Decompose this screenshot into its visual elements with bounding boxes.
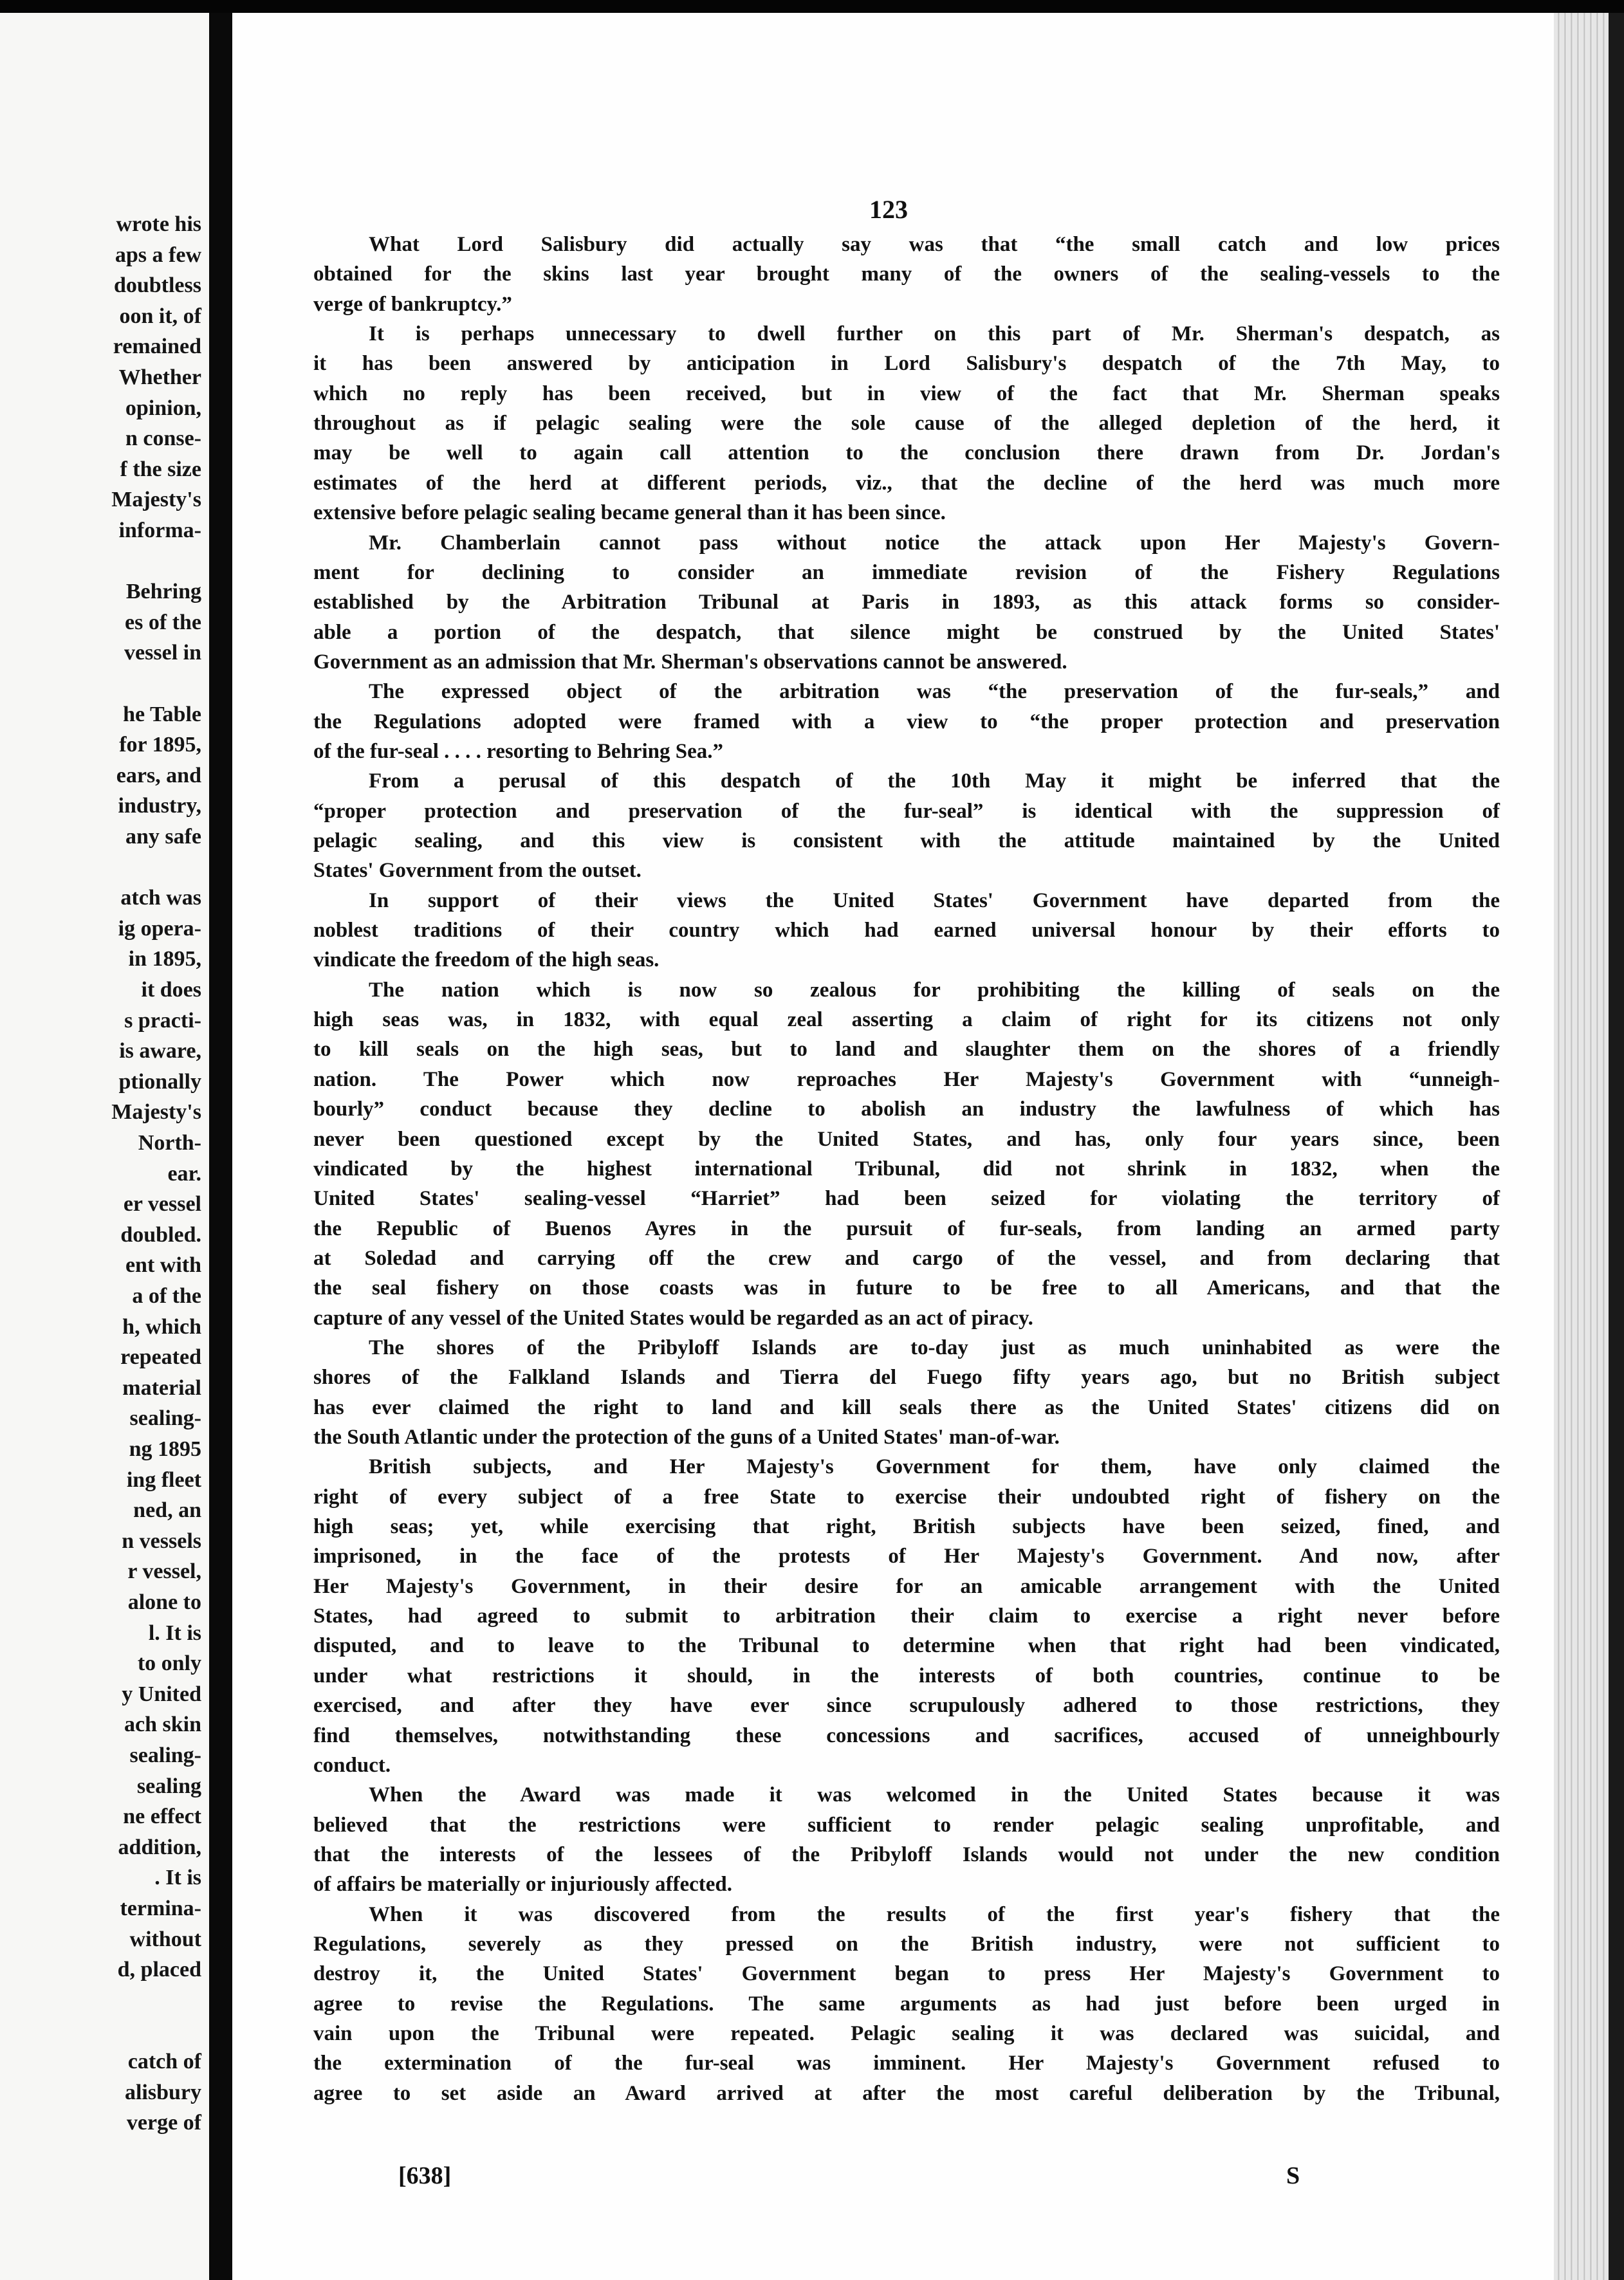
text-line: the South Atlantic under the protection of the guns of a United States' man-of-war. xyxy=(313,1426,1060,1449)
facing-page-line: he Table xyxy=(123,702,201,726)
facing-page-line: termina- xyxy=(120,1897,201,1920)
text-line: capture of any vessel of the United States would be regarded as an act of piracy. xyxy=(313,1306,1033,1330)
facing-page-line: vessel in xyxy=(124,641,201,665)
text-line: at Soledad and carrying off the crew and cargo of the vessel, and from declaring that xyxy=(313,1246,1500,1270)
facing-page-line: d, placed xyxy=(117,1958,201,1982)
facing-page-line: material xyxy=(122,1375,201,1400)
facing-page-line: alone to xyxy=(127,1590,201,1614)
facing-page-line: n vessels xyxy=(122,1529,201,1553)
text-line: Regulations, severely as they pressed on the British industry, were not sufficient to xyxy=(313,1932,1500,1956)
text-line: to kill seals on the high seas, but to land and slaughter them on the shores of a friendly xyxy=(313,1038,1500,1062)
text-line: The shores of the Pribyloff Islands are to-day just as much uninhabited as were the xyxy=(369,1336,1500,1359)
text-line: find themselves, notwithstanding these concessions and sacrifices, accused of unneighbourly xyxy=(313,1724,1500,1747)
text-line: bourly” conduct because they decline to abolish an industry the lawfulness of which has xyxy=(313,1098,1500,1121)
text-line: may be well to again call attention to the conclusion there drawn from Dr. Jordan's xyxy=(313,441,1500,465)
text-line: When it was discovered from the results of the first year's fishery that the xyxy=(369,1902,1500,1926)
facing-page-line: to only xyxy=(137,1651,201,1676)
document-page xyxy=(232,13,1554,2280)
text-line: Government as an admission that Mr. Sherman's observations cannot be answered. xyxy=(313,650,1067,674)
text-line: right of every subject of a free State to exercise their undoubted right of fishery on the xyxy=(313,1485,1500,1509)
text-line: vindicate the freedom of the high seas. xyxy=(313,948,660,972)
facing-page-line: for 1895, xyxy=(119,733,201,757)
facing-page-line: ach skin xyxy=(124,1713,201,1737)
text-line: imprisoned, in the face of the protests of Her Majesty's Government. And now, after xyxy=(313,1545,1500,1568)
facing-page-line: atch was xyxy=(120,886,201,910)
facing-page-line: North- xyxy=(138,1131,201,1155)
text-line: “proper protection and preservation of the fur-seal” is identical with the suppression of xyxy=(313,799,1500,823)
facing-page-line: ng 1895 xyxy=(129,1437,201,1461)
text-line: throughout as if pelagic sealing were the sole cause of the alleged depletion of the herd, it xyxy=(313,412,1500,436)
signature-letter: S xyxy=(1286,2162,1300,2189)
text-line: the Regulations adopted were framed with a view to “the proper protection and preservation xyxy=(313,710,1500,733)
facing-page-line: f the size xyxy=(120,457,201,481)
facing-page-line: doubtless xyxy=(113,273,201,298)
facing-page-line: r vessel, xyxy=(127,1559,201,1584)
page-number: 123 xyxy=(869,195,908,224)
facing-page-line: ig opera- xyxy=(118,916,201,941)
text-line: United States' sealing-vessel “Harriet” had been seized for violating the territory of xyxy=(313,1187,1500,1211)
text-line: estimates of the herd at different periods, viz., that the decline of the herd was much more xyxy=(313,471,1500,495)
text-line: States' Government from the outset. xyxy=(313,859,641,883)
text-line: vindicated by the highest international Tribunal, did not shrink in 1832, when the xyxy=(313,1157,1500,1181)
facing-page-line: ear. xyxy=(167,1161,201,1186)
facing-page-line: repeated xyxy=(120,1345,201,1370)
scan-top-border xyxy=(0,0,1624,13)
facing-page-line: remained xyxy=(113,335,201,359)
text-line: which no reply has been received, but in view of the fact that Mr. Sherman speaks xyxy=(313,382,1500,405)
facing-page-line: ned, an xyxy=(133,1498,201,1523)
facing-page-line: Behring xyxy=(125,580,201,604)
text-line: the extermination of the fur-seal was imminent. Her Majesty's Government refused to xyxy=(313,2052,1500,2075)
text-line: It is perhaps unnecessary to dwell further on this part of Mr. Sherman's despatch, as xyxy=(369,322,1500,346)
facing-page-line: h, which xyxy=(122,1314,201,1339)
text-line: The expressed object of the arbitration was “the preservation of the fur-seals,” and xyxy=(369,680,1500,704)
text-line: it has been answered by anticipation in Lord Salisbury's despatch of the 7th May, to xyxy=(313,352,1500,376)
facing-page-line: doubled. xyxy=(120,1222,201,1247)
facing-page-line: s practi- xyxy=(124,1008,201,1033)
text-line: Mr. Chamberlain cannot pass without notice the attack upon Her Majesty's Govern- xyxy=(369,531,1500,555)
text-line: When the Award was made it was welcomed in the United States because it was xyxy=(369,1783,1500,1807)
text-line: pelagic sealing, and this view is consistent with the attitude maintained by the United xyxy=(313,829,1500,852)
book-gutter xyxy=(209,13,232,2280)
text-line: vain upon the Tribunal were repeated. Pelagic sealing it was declared was suicidal, and xyxy=(313,2022,1500,2045)
facing-page-line: wrote his xyxy=(116,212,201,236)
text-line: the Republic of Buenos Ayres in the pursuit of fur-seals, from landing an armed party xyxy=(313,1217,1500,1240)
text-line: British subjects, and Her Majesty's Government for them, have only claimed the xyxy=(369,1455,1500,1479)
text-line: States, had agreed to submit to arbitration their claim to exercise a right never before xyxy=(313,1604,1500,1628)
text-line: extensive before pelagic sealing became general than it has been since. xyxy=(313,501,946,525)
facing-page-line: sealing- xyxy=(129,1743,201,1767)
text-line: exercised, and after they have ever since scrupulously adhered to those restrictions, they xyxy=(313,1694,1500,1718)
facing-page-line: addition, xyxy=(118,1835,201,1859)
text-line: the seal fishery on those coasts was in future to be free to all Americans, and that the xyxy=(313,1276,1500,1300)
text-line: agree to revise the Regulations. The same arguments as had just before been urged in xyxy=(313,1992,1500,2016)
facing-page-line: sealing xyxy=(136,1774,201,1798)
text-line: conduct. xyxy=(313,1753,391,1777)
facing-page-line: a of the xyxy=(132,1284,201,1308)
text-line: high seas; yet, while exercising that right, British subjects have been seized, fined, and xyxy=(313,1515,1500,1539)
text-line: able a portion of the despatch, that silence might be construed by the United States' xyxy=(313,620,1500,644)
facing-page-line: aps a few xyxy=(115,243,201,267)
facing-page-line: any safe xyxy=(125,825,201,849)
facing-page-line: es of the xyxy=(125,610,201,634)
text-line: The nation which is now so zealous for prohibiting the killing of seals on the xyxy=(369,978,1500,1002)
text-line: noblest traditions of their country which had earned universal honour by their efforts to xyxy=(313,919,1500,942)
facing-page-line: opinion, xyxy=(125,396,201,420)
text-line: that the interests of the lessees of the Pribyloff Islands would not under the new condition xyxy=(313,1843,1500,1866)
text-line: agree to set aside an Award arrived at after the most careful deliberation by the Tribunal, xyxy=(313,2081,1500,2105)
facing-page-line: . It is xyxy=(154,1866,201,1890)
facing-page-line: alisbury xyxy=(124,2080,201,2104)
facing-page-line: Whether xyxy=(118,365,201,389)
text-line: verge of bankruptcy.” xyxy=(313,292,512,316)
facing-page-line: ears, and xyxy=(116,763,201,787)
text-line: From a perusal of this despatch of the 10th May it might be inferred that the xyxy=(369,769,1500,793)
facing-page-fragment xyxy=(0,13,209,2280)
text-line: disputed, and to leave to the Tribunal to determine when that right had been vindicated, xyxy=(313,1634,1500,1658)
text-line: obtained for the skins last year brought many of the owners of the sealing-vessels to the xyxy=(313,262,1500,286)
text-line: high seas was, in 1832, with equal zeal asserting a claim of right for its citizens not only xyxy=(313,1008,1500,1032)
signature-mark: [638] xyxy=(398,2162,452,2189)
facing-page-line: Majesty's xyxy=(111,1100,201,1125)
text-line: nation. The Power which now reproaches Her Majesty's Government with “unneigh- xyxy=(313,1067,1500,1091)
facing-page-line: catch of xyxy=(127,2050,201,2073)
text-line: never been questioned except by the United States, and has, only four years since, been xyxy=(313,1127,1500,1151)
text-line: believed that the restrictions were sufficient to render pelagic sealing unprofitable, and xyxy=(313,1813,1500,1837)
facing-page-line: informa- xyxy=(118,519,201,542)
text-line: of the fur-seal . . . . resorting to Behring Sea.” xyxy=(313,739,724,763)
text-line: In support of their views the United States' Government have departed from the xyxy=(369,888,1500,912)
text-line: What Lord Salisbury did actually say was that “the small catch and low prices xyxy=(369,233,1500,256)
facing-page-line: ing fleet xyxy=(126,1467,201,1492)
facing-page-line: it does xyxy=(141,978,201,1002)
scan-right-border xyxy=(1609,13,1624,2280)
text-line: established by the Arbitration Tribunal at Paris in 1893, as this attack forms so consider- xyxy=(313,591,1500,614)
facing-page-line: er vessel xyxy=(123,1192,201,1217)
text-line: has ever claimed the right to land and kill seals there as the United States' citizens did on xyxy=(313,1395,1500,1419)
facing-page-line: l. It is xyxy=(148,1621,201,1645)
facing-page-line: is aware, xyxy=(119,1039,201,1063)
facing-page-line: without xyxy=(129,1927,201,1951)
facing-page-line: Majesty's xyxy=(111,488,201,512)
facing-page-line: ent with xyxy=(125,1253,201,1278)
facing-page-line: n conse- xyxy=(125,427,201,451)
facing-page-line: y United xyxy=(122,1682,201,1706)
text-line: destroy it, the United States' Government began to press Her Majesty's Government to xyxy=(313,1962,1500,1986)
text-line: ment for declining to consider an immediate revision of the Fishery Regulations xyxy=(313,560,1500,584)
facing-page-line: sealing- xyxy=(129,1406,201,1431)
facing-page-line: in 1895, xyxy=(128,947,201,971)
facing-page-line: oon it, of xyxy=(119,304,201,328)
facing-page-line: industry, xyxy=(118,794,201,818)
text-line: shores of the Falkland Islands and Tierra del Fuego fifty years ago, but no British subject xyxy=(313,1366,1500,1390)
facing-page-line: ne effect xyxy=(123,1805,201,1829)
facing-page-line: verge of xyxy=(126,2111,201,2135)
text-line: Her Majesty's Government, in their desire for an amicable arrangement with the United xyxy=(313,1574,1500,1598)
facing-page-line: ptionally xyxy=(118,1069,201,1094)
text-line: of affairs be materially or injuriously affected. xyxy=(313,1873,733,1897)
text-line: under what restrictions it should, in the interests of both countries, continue to be xyxy=(313,1664,1500,1687)
